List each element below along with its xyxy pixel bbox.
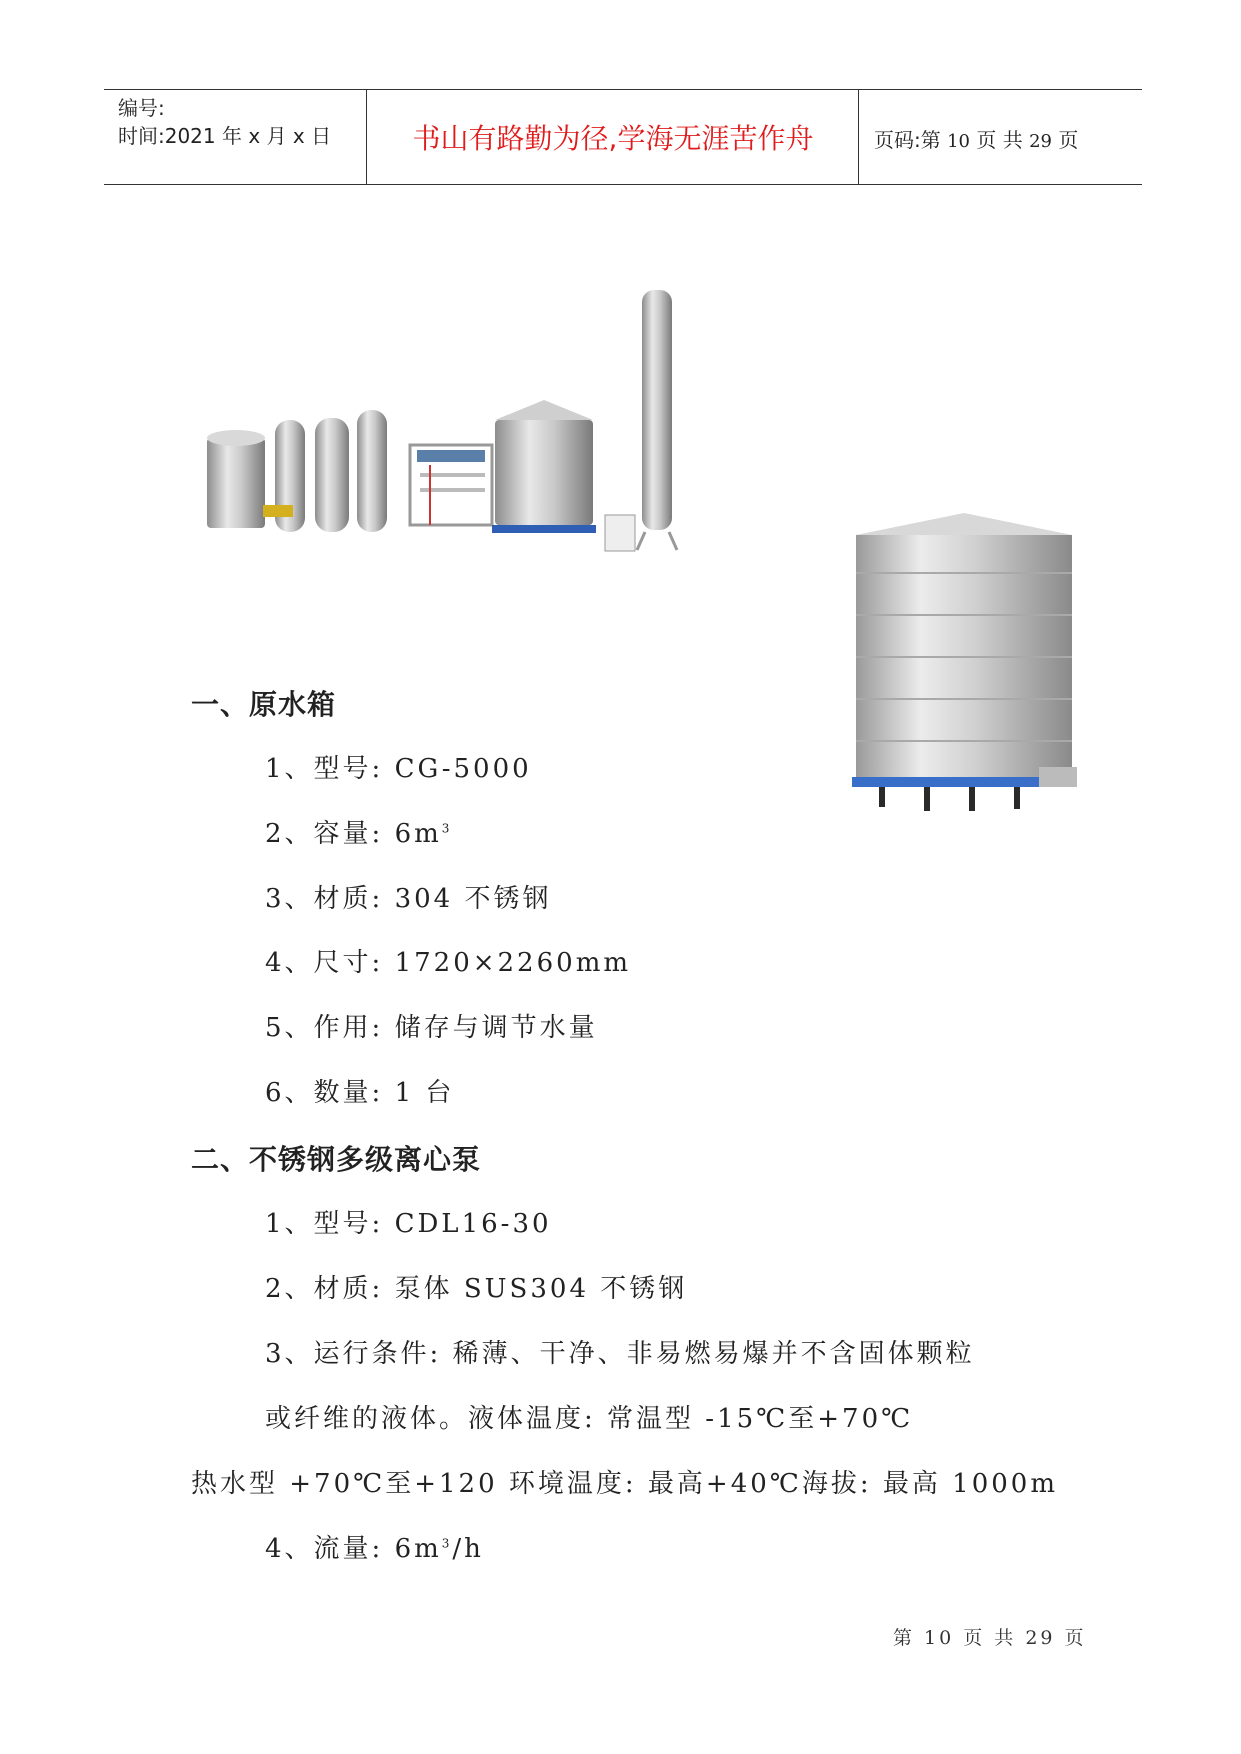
header-divider bbox=[366, 90, 367, 184]
page-label-mid: 页 共 bbox=[976, 128, 1023, 152]
spec-size: 4、尺寸: 1720×2260mm bbox=[265, 948, 631, 978]
header-motto: 书山有路勤为径,学海无涯苦作舟 bbox=[412, 122, 814, 155]
number-label: 编号: bbox=[118, 96, 165, 120]
page-total: 29 bbox=[1029, 131, 1052, 152]
flow-superscript: 3 bbox=[441, 1536, 453, 1551]
capacity-superscript: 3 bbox=[441, 821, 453, 836]
page-label-suffix: 页 bbox=[1058, 128, 1079, 152]
page-footer: 第 10 页 共 29 页 bbox=[893, 1627, 1087, 1649]
pump-hot-water-ambient: 热水型 +70℃至+120 环境温度: 最高+40℃海拔: 最高 1000m bbox=[191, 1469, 1058, 1499]
pump-model: 1、型号: CDL16-30 bbox=[265, 1209, 552, 1239]
water-treatment-equipment-image bbox=[205, 250, 738, 570]
capacity-text: 2、容量: 6m bbox=[265, 819, 442, 849]
header-page-info bbox=[874, 124, 1078, 153]
flow-text: 4、流量: 6m bbox=[265, 1534, 442, 1564]
pump-flow bbox=[265, 1528, 484, 1565]
pump-liquid-temperature: 或纤维的液体。液体温度: 常温型 -15℃至+70℃ bbox=[265, 1404, 914, 1434]
page-label-prefix: 页码:第 bbox=[874, 128, 941, 152]
pump-operating-conditions: 3、运行条件: 稀薄、干净、非易燃易爆并不含固体颗粒 bbox=[265, 1339, 975, 1369]
spec-material: 3、材质: 304 不锈钢 bbox=[265, 884, 552, 914]
time-label: 时间:2021 年 x 月 x 日 bbox=[118, 124, 332, 148]
spec-model: 1、型号: CG-5000 bbox=[265, 754, 532, 784]
page-header bbox=[104, 89, 1142, 185]
page-current: 10 bbox=[947, 131, 971, 152]
pump-material: 2、材质: 泵体 SUS304 不锈钢 bbox=[265, 1274, 688, 1304]
water-tank-image bbox=[844, 505, 1084, 825]
header-left bbox=[118, 94, 368, 150]
spec-capacity bbox=[265, 813, 452, 850]
section-title-raw-water-tank: 一、原水箱 bbox=[191, 688, 337, 721]
header-divider bbox=[858, 90, 859, 184]
section-title-centrifugal-pump: 二、不锈钢多级离心泵 bbox=[191, 1143, 482, 1176]
spec-quantity: 6、数量: 1 台 bbox=[265, 1078, 455, 1108]
spec-function: 5、作用: 储存与调节水量 bbox=[265, 1013, 598, 1043]
flow-unit: /h bbox=[452, 1534, 484, 1564]
